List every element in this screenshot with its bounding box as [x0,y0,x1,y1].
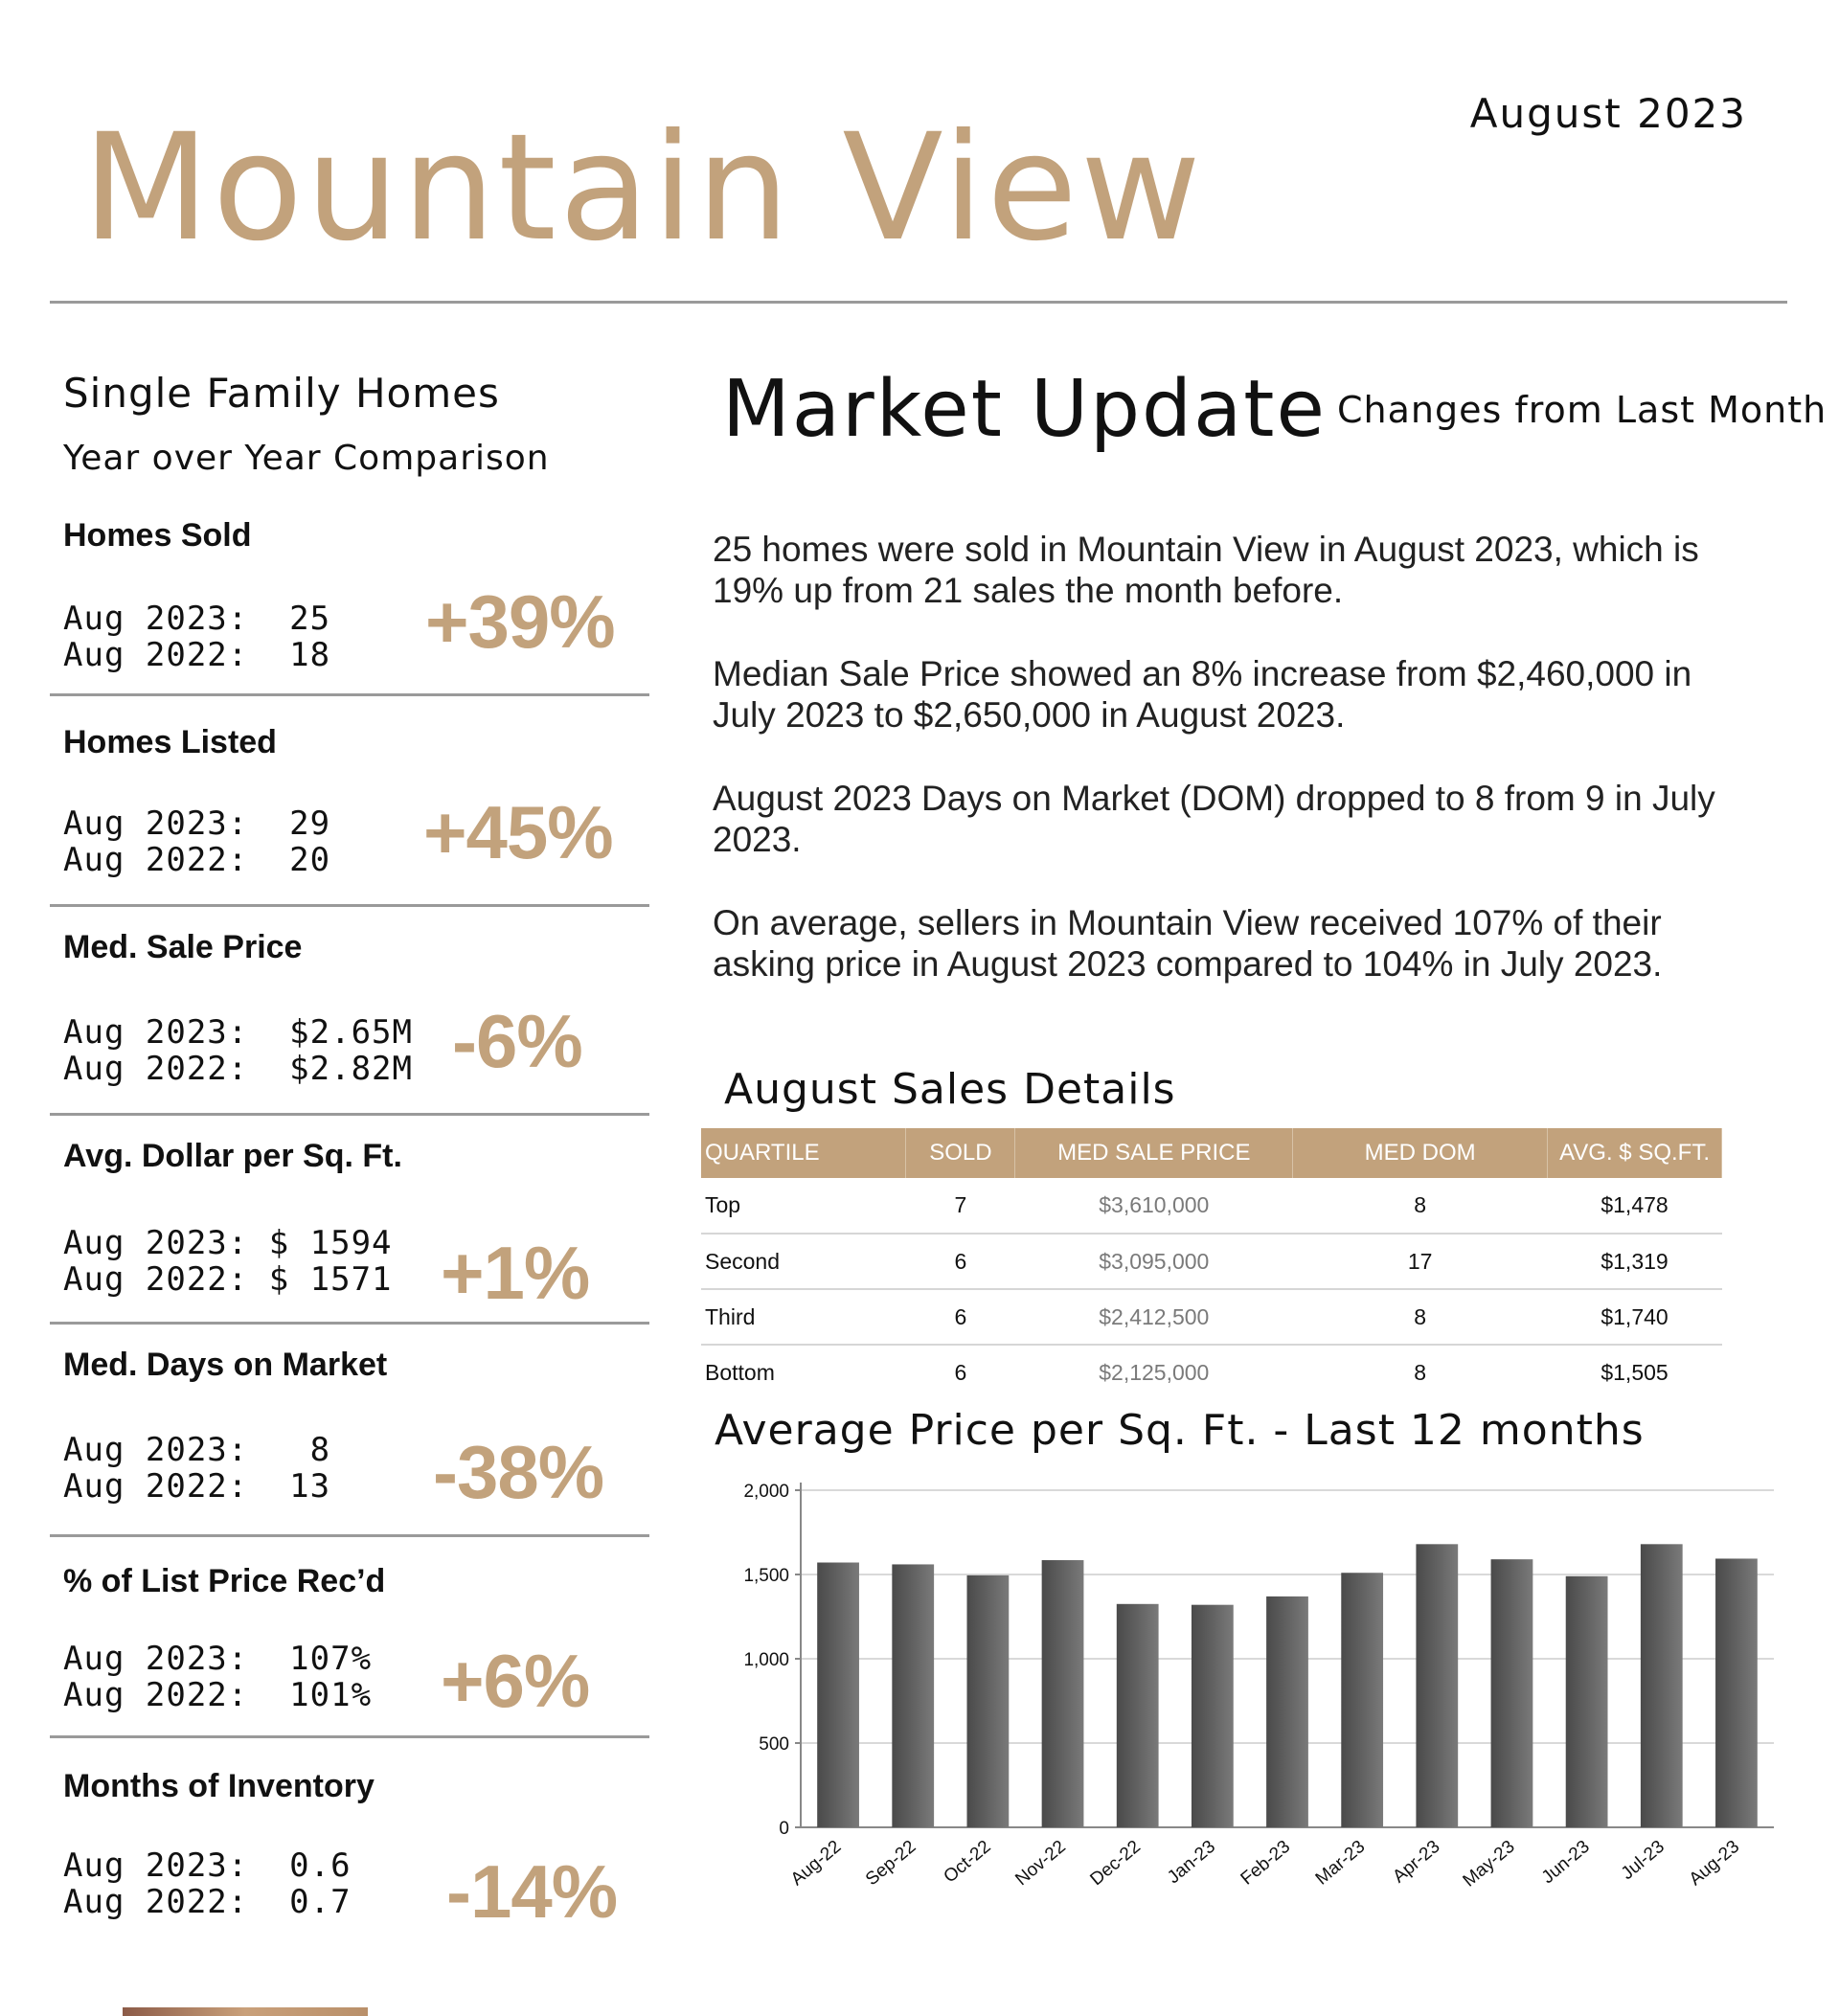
x-tick-label: Dec-22 [1086,1836,1145,1891]
x-tick-label: May-23 [1459,1836,1519,1891]
cell-quartile: Bottom [705,1360,775,1385]
cell-quartile: Top [701,1178,906,1234]
metric-previous: Aug 2022: 13 [63,1467,331,1506]
section-subtitle: Year over Year Comparison [63,439,550,478]
metric-label: Homes Listed [63,724,277,760]
cell-dom: 8 [1414,1360,1427,1385]
x-tick-label: Nov-22 [1011,1836,1070,1891]
bar [1491,1559,1533,1827]
metric-previous: Aug 2022: $ 1571 [63,1260,393,1299]
x-tick-label: Oct-22 [940,1836,995,1888]
metric-med-sale-price [50,929,649,1117]
x-tick-label: Mar-23 [1311,1836,1370,1890]
metric-label: Months of Inventory [63,1768,375,1804]
paragraph-homes-sold: 25 homes were sold in Mountain View in August 2023, which is 19% up from 21 sales the month before. [713,530,1699,610]
report-date: August 2023 [1469,90,1747,137]
header-avg-sqft: AVG. $ SQ.FT. [1548,1128,1722,1178]
metric-current: Aug 2023: 107% [63,1640,373,1678]
metric-previous: Aug 2022: 101% [63,1676,373,1714]
bar [1566,1576,1608,1827]
x-tick-label: Feb-23 [1237,1836,1295,1890]
bar [1416,1544,1458,1827]
x-tick-label: Jan-23 [1164,1836,1220,1889]
metric-previous: Aug 2022: 20 [63,841,331,879]
changes-label: Changes from Last Month [1337,389,1828,431]
page-title: Mountain View [82,102,1204,274]
bar [1117,1604,1159,1827]
metric-previous: Aug 2022: 18 [63,636,331,674]
cell-price: $2,412,500 [1015,1289,1293,1345]
metric-homes-listed [50,724,649,906]
bar [892,1564,934,1827]
cell-sqft: $1,505 [1601,1360,1669,1385]
metric-change: +6% [441,1639,590,1723]
cell-sold: 6 [954,1360,967,1385]
cell-quartile: Second [701,1234,906,1289]
metric-current: Aug 2023: 25 [63,600,331,638]
metric-label: Homes Sold [63,517,252,554]
metric-med-days-on-market [50,1347,649,1538]
metric-label: Avg. Dollar per Sq. Ft. [63,1138,402,1174]
paragraph-dom: August 2023 Days on Market (DOM) dropped to 8 from 9 in July 2023. [713,779,1715,859]
cell-sqft: $1,319 [1548,1234,1722,1289]
metric-divider [50,1113,649,1116]
metric-current: Aug 2023: 8 [63,1431,331,1469]
bar [1715,1558,1758,1827]
metric-current: Aug 2023: $2.65M [63,1013,413,1052]
cell-sold: 6 [906,1289,1015,1345]
metric-change: +45% [423,790,613,874]
x-tick-label: Aug-23 [1685,1836,1744,1891]
metric-divider [50,1534,649,1537]
bar [1192,1605,1234,1827]
market-update-title: Market Update [722,364,1327,455]
cell-price: $3,095,000 [1015,1234,1293,1289]
y-tick-label: 2,000 [743,1482,789,1502]
metric-change: -38% [433,1430,604,1514]
cell-sold: 7 [906,1178,1015,1234]
table-row [701,1345,1722,1400]
header-divider [50,301,1787,304]
bar [967,1575,1010,1827]
metric-months-inventory [50,1768,649,1940]
paragraph-median-price: Median Sale Price showed an 8% increase from $2,460,000 in July 2023 to $2,650,000 in August 2023. [713,654,1692,735]
cell-dom: 8 [1293,1289,1548,1345]
header-sold: SOLD [906,1128,1015,1178]
metric-previous: Aug 2022: $2.82M [63,1050,413,1088]
sales-details-title: August Sales Details [724,1065,1176,1114]
table-header-row [701,1128,1722,1178]
metric-divider [50,904,649,907]
cell-dom: 8 [1293,1178,1548,1234]
bar [1641,1544,1683,1827]
chart-title: Average Price per Sq. Ft. - Last 12 months [715,1406,1645,1455]
metric-label: Med. Sale Price [63,929,303,965]
x-tick-label: Jun-23 [1537,1836,1594,1889]
metric-change: -6% [452,999,582,1083]
bar [817,1563,859,1827]
table-row [701,1178,1722,1234]
metric-divider [50,693,649,696]
metric-divider [50,1322,649,1325]
sales-details-table [701,1128,1722,1400]
y-tick-label: 500 [759,1734,789,1755]
price-per-sqft-chart [699,1465,1782,1925]
metric-previous: Aug 2022: 0.7 [63,1883,352,1921]
section-title: Single Family Homes [63,370,500,417]
x-tick-label: Aug-22 [786,1836,846,1891]
header-quartile: QUARTILE [701,1128,906,1178]
metric-current: Aug 2023: 29 [63,804,331,843]
x-tick-label: Jul-23 [1617,1836,1669,1885]
metric-divider [50,1735,649,1738]
cell-dom: 17 [1293,1234,1548,1289]
header-med-dom: MED DOM [1293,1128,1548,1178]
metric-list-price-received [50,1563,649,1751]
x-tick-label: Sep-22 [862,1836,920,1891]
y-tick-label: 1,000 [743,1650,789,1670]
metric-homes-sold [50,517,649,699]
bar [1042,1560,1084,1827]
cell-price: $2,125,000 [1099,1360,1210,1385]
metric-avg-dollar-sqft [50,1138,649,1325]
y-tick-label: 0 [779,1819,789,1839]
metric-change: +39% [425,579,615,664]
metric-current: Aug 2023: $ 1594 [63,1224,393,1262]
cell-sqft: $1,478 [1548,1178,1722,1234]
metric-current: Aug 2023: 0.6 [63,1846,352,1885]
metric-change: -14% [446,1849,618,1934]
metric-label: % of List Price Rec’d [63,1563,386,1599]
cell-price: $3,610,000 [1015,1178,1293,1234]
metric-label: Med. Days on Market [63,1347,388,1383]
cell-sold: 6 [906,1234,1015,1289]
table-row [701,1289,1722,1345]
y-tick-label: 1,500 [743,1566,789,1586]
x-tick-label: Apr-23 [1389,1836,1444,1888]
bar [1341,1573,1383,1827]
header-med-sale-price: MED SALE PRICE [1015,1128,1293,1178]
cell-quartile: Third [701,1289,906,1345]
bar [1266,1597,1308,1827]
paragraph-list-price: On average, sellers in Mountain View received 107% of their asking price in August 2023 compared to 104% in July 2023. [713,903,1663,984]
table-row [701,1234,1722,1289]
metric-change: +1% [441,1231,590,1315]
cell-sqft: $1,740 [1548,1289,1722,1345]
footer-decoration [123,2007,368,2016]
